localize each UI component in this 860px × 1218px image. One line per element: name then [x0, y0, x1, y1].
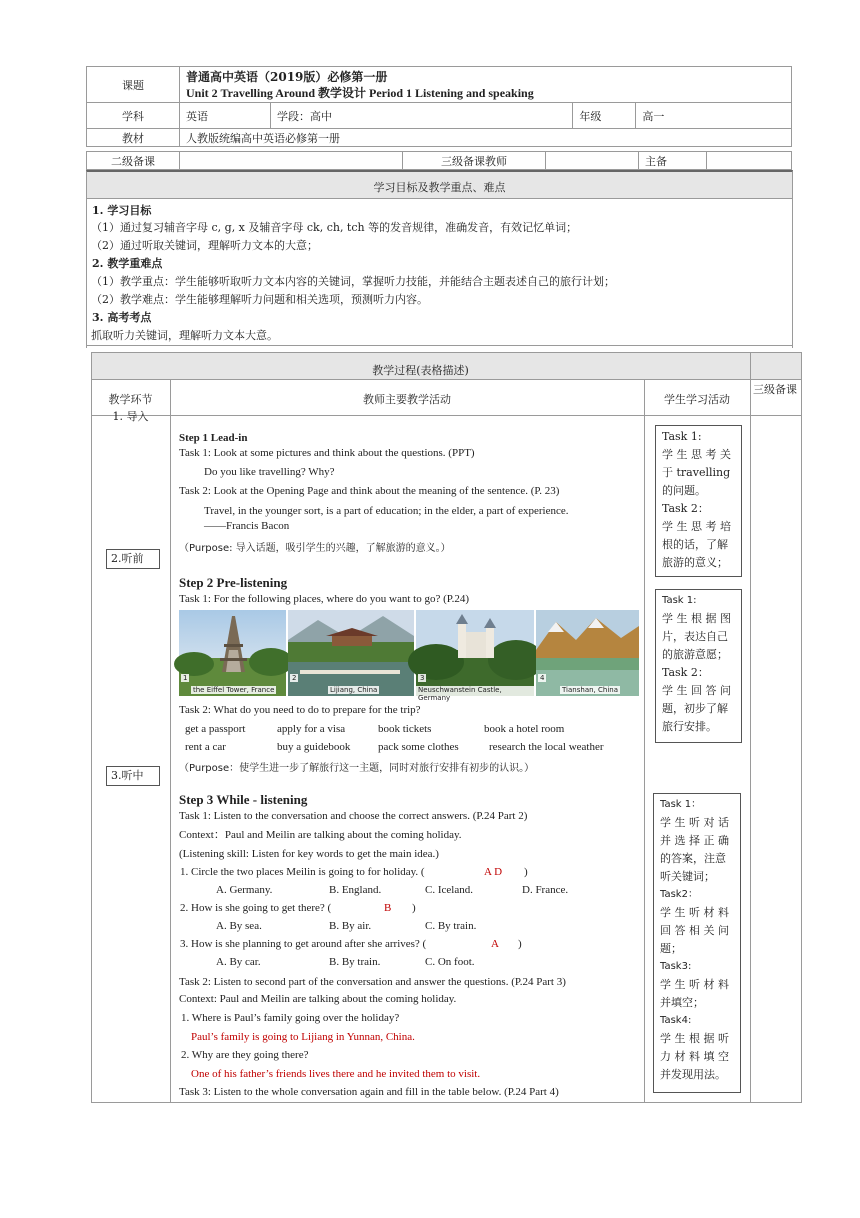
col-stage-header: 教学环节 — [108, 393, 153, 406]
step3-title: Step 3 While - listening — [179, 792, 308, 807]
box-line: 于 travelling — [662, 466, 731, 479]
caption-lijiang: Lijiang, China — [330, 686, 378, 694]
box-line: Task 1: — [662, 595, 697, 606]
prep-option: get a passport — [185, 723, 246, 735]
box-line: Task 2： — [662, 666, 709, 679]
objectives-bottom-line — [86, 345, 792, 346]
col-teacher-header: 教师主要教学活动 — [363, 393, 451, 406]
grade-label: 年级 — [573, 103, 636, 129]
process-header-right — [750, 352, 802, 380]
photo-eiffel-tower — [179, 610, 286, 696]
box-line: 听关键词； — [660, 870, 715, 883]
option: C. On foot. — [425, 956, 475, 968]
option: B. England. — [329, 884, 382, 896]
step1-purpose: （Purpose: 导入话题，吸引学生的兴趣，了解旅游的意义。） — [179, 543, 451, 554]
exam-point-1: 抓取听力关键词，理解听力文本大意。 — [91, 329, 278, 342]
course-title-line2: Unit 2 Travelling Around 教学设计 Period 1 Listening and speaking — [186, 86, 534, 100]
step3-task1: Task 1: Listen to the conversation and choose the correct answers. (P.24 Part 2) — [179, 810, 528, 822]
objective-2: （2）通过听取关键词，理解听力文本的大意； — [91, 239, 318, 252]
header-table — [86, 66, 792, 147]
box-line: 的答案，注意 — [660, 852, 726, 865]
box-line: 根的话，了解 — [662, 538, 728, 551]
second-prep-label: 二级备课 — [87, 152, 180, 170]
student-activity-box-1 — [655, 425, 742, 577]
bracket-close: ) — [412, 902, 416, 914]
step3-task3: Task 3: Listen to the whole conversation again and fill in the table below. (P.24 Part 4) — [179, 1086, 559, 1098]
lead-prep-value — [707, 152, 792, 170]
photo-number-3: 3 — [420, 674, 425, 682]
prep-option: rent a car — [185, 741, 226, 753]
box-line: 学 生 根 据 图 — [662, 612, 731, 625]
question-3: 3. How is she planning to get around after she arrives? ( — [180, 938, 427, 950]
stage1-label: 1. 导入 — [112, 410, 149, 423]
caption-eiffel-tower: the Eiffel Tower, France — [193, 686, 275, 694]
box-line: 学 生 听 材 料 — [660, 978, 729, 991]
box-line: 回 答 相 关 问 — [660, 924, 729, 937]
box-line: 片，表达自己 — [662, 630, 728, 643]
subject-label: 学科 — [87, 103, 180, 129]
answer-text-1: Paul’s family is going to Lijiang in Yunnan, China. — [191, 1031, 415, 1043]
prep-option: apply for a visa — [277, 723, 346, 735]
prep-option: buy a guidebook — [277, 741, 351, 753]
objectives-title: 学习目标及教学重点、难点 — [373, 181, 506, 194]
box-line: 并填空； — [660, 996, 704, 1009]
process-title: 教学过程(表格描述) — [372, 364, 469, 377]
student-activity-box-2 — [655, 589, 742, 743]
box-line: 力 材 料 填 空 — [660, 1050, 729, 1063]
answer-question-2: 2. Why are they going there? — [181, 1049, 309, 1061]
step2-task2: Task 2: What do you need to do to prepare for the trip? — [179, 704, 421, 716]
step1-quote: Travel, in the younger sort, is a part of education; in the elder, a part of experience. — [204, 505, 569, 517]
answer-text-2: One of his father’s friends lives there and he invited them to visit. — [191, 1068, 481, 1080]
key-point-1: （1）教学重点：学生能够听取听力文本内容的关键词，掌握听力技能，并能结合主题表述自己的旅行计划； — [91, 275, 615, 288]
caption-tianshan: Tianshan, China — [562, 686, 618, 694]
photo-number-1: 1 — [183, 674, 188, 682]
step2-title: Step 2 Pre-listening — [179, 575, 288, 590]
step1-task1: Task 1: Look at some pictures and think about the questions. (PPT) — [179, 447, 475, 459]
subject-value: 英语 — [180, 103, 271, 129]
box-line: Task4: — [660, 1015, 692, 1026]
option: A. Germany. — [216, 884, 273, 896]
question-2: 2. How is she going to get there? ( — [180, 902, 332, 914]
prep-option: pack some clothes — [378, 741, 459, 753]
key-point-2: （2）教学难点：学生能够理解听力问题和相关选项，预测听力内容。 — [91, 293, 428, 306]
box-line: 旅游的意义； — [662, 556, 728, 569]
step3-skill: (Listening skill: Listen for key words to get the main idea.) — [179, 848, 439, 860]
col-third-header: 三级备课 — [753, 383, 797, 396]
answer-1: A D — [484, 866, 503, 878]
option: D. France. — [522, 884, 569, 896]
step1-title: Step 1 Lead-in — [179, 432, 248, 444]
step1-task2: Task 2: Look at the Opening Page and think about the meaning of the sentence. (P. 23) — [179, 485, 560, 497]
box-line: 并 选 择 正 确 — [660, 834, 729, 847]
grade-value: 高一 — [636, 103, 792, 129]
stage-text: 学段：高中 — [271, 103, 573, 129]
box-line: 题，初步了解 — [662, 702, 728, 715]
stage3-label: 3.听中 — [106, 766, 160, 786]
step3-context2: Context: Paul and Meilin are talking about the coming holiday. — [179, 993, 457, 1005]
objectives-heading-2: 2. 教学重难点 — [92, 257, 163, 270]
step1-author: ——Francis Bacon — [204, 520, 290, 532]
prep-row — [86, 151, 792, 170]
step1-question: Do you like travelling? Why? — [204, 466, 335, 478]
step2-purpose: （Purpose：使学生进一步了解旅行这一主题，同时对旅行安排有初步的认识。） — [179, 763, 535, 774]
divider — [644, 416, 645, 1102]
step2-task1: Task 1: For the following places, where do you want to go? (P.24) — [179, 593, 470, 605]
bracket-close: ) — [524, 866, 528, 878]
box-line: Task 1: — [662, 430, 702, 443]
step3-context1: Context：Paul and Meilin are talking about the coming holiday. — [179, 829, 462, 841]
question-1: 1. Circle the two places Meilin is going to for holiday. ( — [180, 866, 425, 878]
course-label: 课题 — [87, 67, 180, 103]
box-line: 题； — [660, 942, 682, 955]
box-line: 学 生 根 据 听 — [660, 1032, 729, 1045]
lead-prep-label: 主备 — [639, 152, 707, 170]
photo-neuschwanstein — [416, 610, 534, 702]
answer-question-1: 1. Where is Paul’s family going over the holiday? — [181, 1012, 400, 1024]
prep-option: research the local weather — [489, 741, 604, 753]
objectives-heading-3: 3. 高考考点 — [92, 311, 152, 324]
answer-2: B — [384, 902, 392, 914]
box-line: 的问题。 — [662, 484, 706, 497]
box-line: 学 生 听 材 料 — [660, 906, 729, 919]
option: A. By car. — [216, 956, 261, 968]
textbook-label: 教材 — [87, 129, 180, 147]
box-line: Task 2： — [662, 502, 709, 515]
divider — [750, 416, 751, 1102]
box-line: 学 生 回 答 问 — [662, 684, 731, 697]
option: A. By sea. — [216, 920, 262, 932]
answer-3: A — [491, 938, 499, 950]
col-student-header: 学生学习活动 — [664, 393, 730, 406]
student-activity-box-3 — [653, 793, 741, 1093]
option: B. By air. — [329, 920, 372, 932]
prep-option: book tickets — [378, 723, 432, 735]
photo-tianshan — [536, 610, 639, 696]
box-line: 学 生 思 考 培 — [662, 520, 731, 533]
step3-task2: Task 2: Listen to second part of the conversation and answer the questions. (P.24 Part 3) — [179, 976, 566, 988]
box-line: Task 1： — [660, 799, 702, 810]
divider — [750, 379, 751, 416]
objectives-heading-1: 1. 学习目标 — [92, 204, 152, 217]
objectives-body — [86, 197, 793, 348]
prep-option: book a hotel room — [484, 723, 565, 735]
objective-1: （1）通过复习辅音字母 c, g, x 及辅音字母 ck, ch, tch 等的发音规律，准确发音，有效记忆单词； — [91, 221, 578, 234]
option: C. By train. — [425, 920, 477, 932]
option: C. Iceland. — [425, 884, 473, 896]
box-line: 旅行安排。 — [662, 720, 717, 733]
course-title-line1: 普通高中英语（2019版）必修第一册 — [186, 70, 388, 84]
box-line: 学 生 思 考 关 — [662, 448, 731, 461]
stage2-label: 2.听前 — [106, 549, 160, 569]
box-line: Task2： — [660, 889, 698, 900]
box-line: Task3: — [660, 961, 692, 972]
bracket-close: ) — [518, 938, 522, 950]
second-prep-value — [180, 152, 403, 170]
box-line: 学 生 听 对 话 — [660, 816, 729, 829]
third-prep-label: 三级备课教师 — [403, 152, 546, 170]
third-prep-value — [546, 152, 639, 170]
divider — [170, 416, 171, 1102]
option: B. By train. — [329, 956, 381, 968]
box-line: 并发现用法。 — [660, 1068, 726, 1081]
caption-neuschwanstein: Neuschwanstein Castle, Germany — [416, 686, 534, 702]
photo-number-2: 2 — [292, 674, 297, 682]
box-line: 的旅游意愿； — [662, 648, 728, 661]
photo-lijiang — [288, 610, 414, 696]
photo-number-4: 4 — [540, 674, 545, 682]
textbook-value: 人教版统编高中英语必修第一册 — [180, 129, 792, 147]
